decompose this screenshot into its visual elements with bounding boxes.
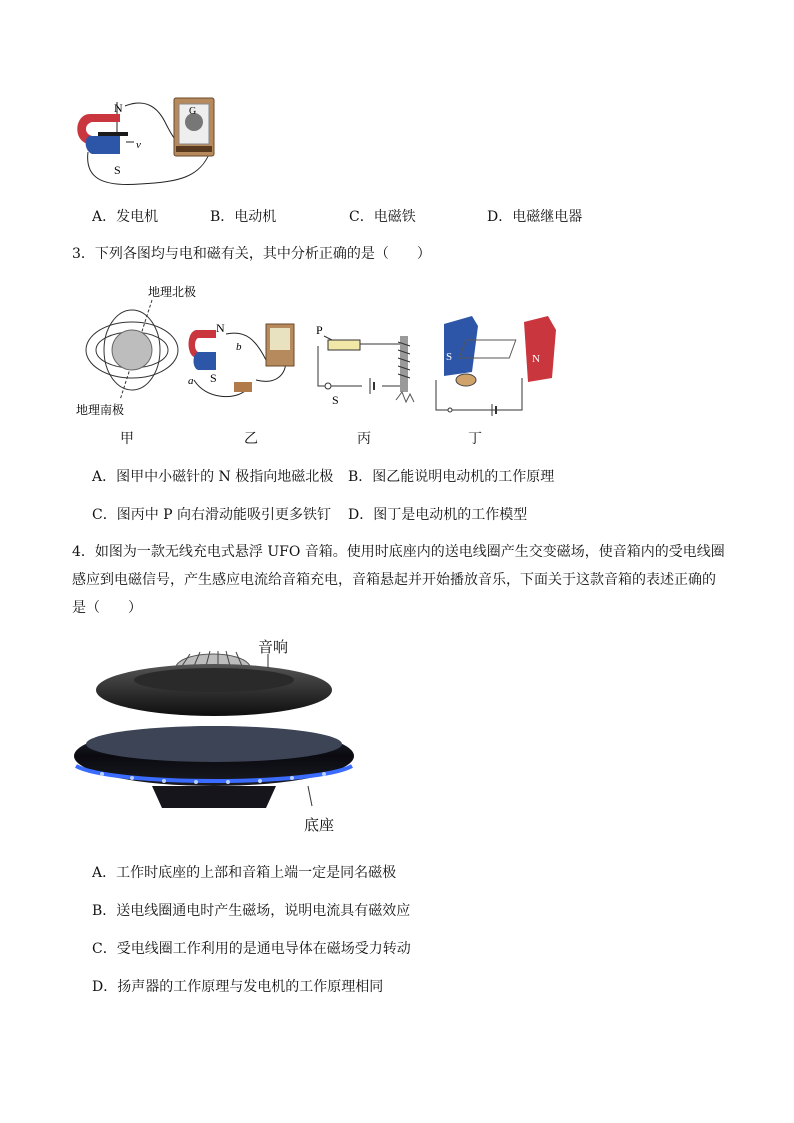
q3-yi-s: S [210,371,217,385]
q3-figure-jia [72,280,197,420]
q4-option-b[interactable]: B．送电线圈通电时产生磁场，说明电流具有磁效应 [92,903,411,919]
q4-stem-line3: 是（ ） [72,600,142,616]
q4-option-d[interactable]: D．扬声器的工作原理与发电机的工作原理相同 [92,979,384,995]
q3-bing-s: S [332,393,339,407]
q4-stem-line1: 4．如图为一款无线充电式悬浮 UFO 音箱。使用时底座内的送电线圈产生交变磁场，使音箱内的受电线圈 [72,544,725,560]
q3-caption-jia: 甲 [120,431,134,447]
q3-label-geo-north: 地理北极 [148,285,197,299]
q2-label-v: v [136,139,141,151]
q2-option-a[interactable]: A．发电机 [92,209,159,225]
q4-stem [72,538,732,622]
q2-option-b[interactable]: B．电动机 [210,209,277,225]
q3-option-c[interactable]: C．图丙中 P 向右滑动能吸引更多铁钉 [92,507,332,523]
q4-label-speaker: 音响 [258,640,289,656]
q2-galvanometer [172,96,216,158]
q3-caption-ding: 丁 [468,431,482,447]
q3-figure-ding [432,312,572,416]
q2-label-n: N [114,101,123,115]
q3-option-d[interactable]: D．图丁是电动机的工作模型 [348,507,528,523]
q3-option-b[interactable]: B．图乙能说明电动机的工作原理 [348,469,555,485]
q4-option-c[interactable]: C．受电线圈工作利用的是通电导体在磁场受力转动 [92,941,411,957]
q2-label-g: G [189,106,197,117]
q3-yi-a: a [188,375,194,387]
q3-figure-yi [186,320,296,410]
q3-figure-bing [312,322,422,414]
q4-ufo-figure [72,636,362,838]
q3-stem: 3．下列各图均与电和磁有关，其中分析正确的是（ ） [72,246,431,262]
q4-stem-line2: 感应到电磁信号，产生感应电流给音箱充电，音箱悬起并开始播放音乐，下面关于这款音箱的表述正确的 [72,572,716,588]
q3-ding-n: N [532,353,540,365]
q2-option-c[interactable]: C．电磁铁 [349,209,416,225]
q3-ding-s: S [446,351,453,363]
q3-bing-p: P [316,323,323,337]
q3-yi-b: b [236,341,242,353]
q4-label-base: 底座 [304,818,335,834]
q3-label-geo-south: 地理南极 [76,403,125,417]
q2-label-s: S [114,163,121,177]
q3-option-a[interactable]: A．图甲中小磁针的 N 极指向地磁北极 [92,469,334,485]
q4-option-a[interactable]: A．工作时底座的上部和音箱上端一定是同名磁极 [92,865,397,881]
q3-yi-n: N [216,321,225,335]
q3-caption-bing: 丙 [357,431,371,447]
q3-caption-yi: 乙 [244,431,258,447]
q2-option-d[interactable]: D．电磁继电器 [487,209,583,225]
